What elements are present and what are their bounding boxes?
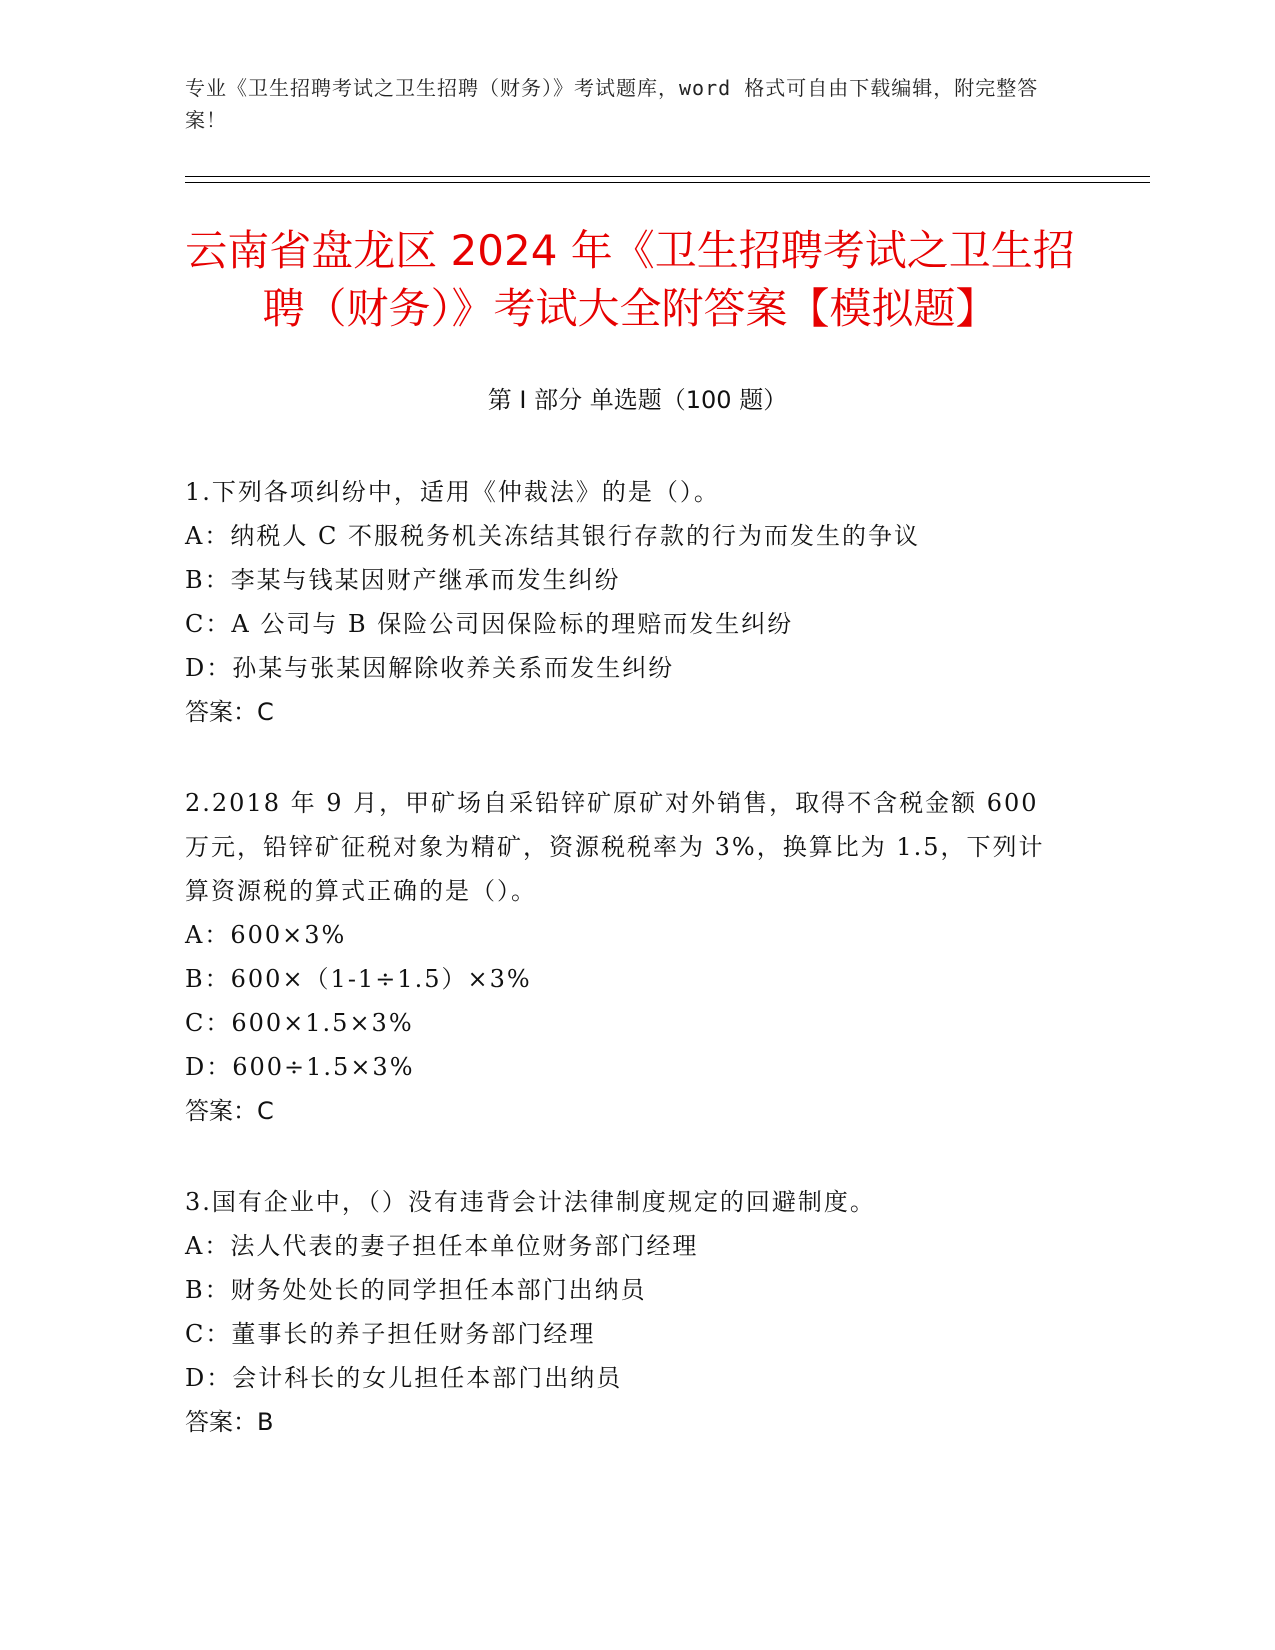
option-d: D：孙某与张某因解除收养关系而发生纠纷 <box>185 654 675 682</box>
question-stem: 1.下列各项纠纷中，适用《仲裁法》的是（）。 <box>185 478 720 506</box>
option-b: B：财务处处长的同学担任本部门出纳员 <box>185 1276 647 1304</box>
question-list <box>185 470 1065 1491</box>
option-b: B：李某与钱某因财产继承而发生纠纷 <box>185 566 621 594</box>
option-c: C：A 公司与 B 保险公司因保险标的理赔而发生纠纷 <box>185 610 794 638</box>
option-d: D：600÷1.5×3% <box>185 1053 415 1081</box>
option-c: C：600×1.5×3% <box>185 1009 414 1037</box>
answer: 答案：C <box>185 698 274 726</box>
document-title: 云南省盘龙区 2024 年《卫生招聘考试之卫生招聘（财务）》考试大全附答案【模拟题】 <box>185 226 1075 333</box>
answer: 答案：B <box>185 1408 274 1436</box>
option-d: D：会计科长的女儿担任本部门出纳员 <box>185 1364 623 1392</box>
question-1 <box>185 470 1065 734</box>
header-note: 专业《卫生招聘考试之卫生招聘（财务）》考试题库，word 格式可自由下载编辑，附完整答案！ <box>185 76 1039 132</box>
option-c: C：董事长的养子担任财务部门经理 <box>185 1320 596 1348</box>
question-stem: 3.国有企业中，（）没有违背会计法律制度规定的回避制度。 <box>185 1188 876 1216</box>
header-divider-top <box>185 176 1150 177</box>
header-divider-bottom <box>185 182 1150 183</box>
option-a: A：纳税人 C 不服税务机关冻结其银行存款的行为而发生的争议 <box>185 522 920 550</box>
section-heading: 第 I 部分 单选题（100 题） <box>487 386 788 414</box>
option-a: A：法人代表的妻子担任本单位财务部门经理 <box>185 1232 699 1260</box>
question-stem: 2.2018 年 9 月，甲矿场自采铅锌矿原矿对外销售，取得不含税金额 600 万元，铅锌矿征税对象为精矿，资源税税率为 3%，换算比为 1.5，下列计算资源税的算式正确的是（）。 <box>185 789 1045 905</box>
option-a: A：600×3% <box>185 921 347 949</box>
question-3 <box>185 1180 1065 1444</box>
question-2 <box>185 781 1065 1133</box>
answer: 答案：C <box>185 1097 274 1125</box>
option-b: B：600×（1-1÷1.5）×3% <box>185 965 532 993</box>
